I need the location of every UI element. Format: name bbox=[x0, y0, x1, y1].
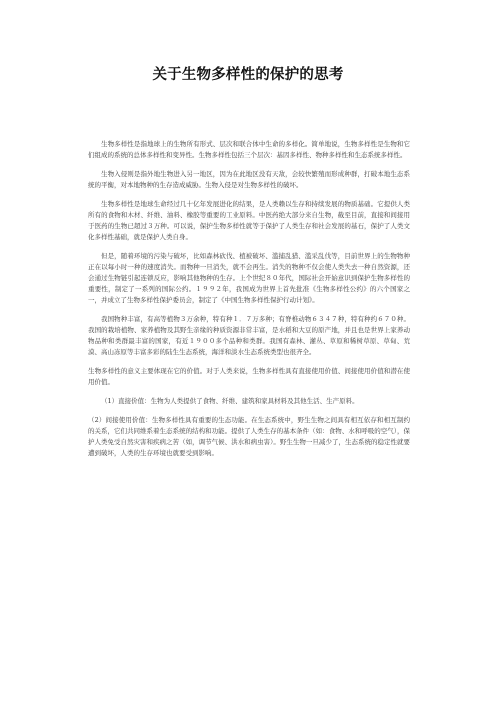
paragraph: 生物多样性是指地球上的生物所有形式、层次和联合体中生命的多样化。简单地说，生物多样性是生物和它们组成的系统的总体多样性和变异性。生物多样性包括三个层次：基因多样性、物种多样性和生态系统多样性。 bbox=[88, 140, 410, 159]
paragraph: 但是，随着环境的污染与破坏，比如森林砍伐、植被破坏、滥捕乱猎、滥采乱伐等，目前世界上的生物物种正在以每小时一种的速度消失。而物种一旦消失，就不会再生。消失的物种不仅会使人类失去一种自然资源，还会通过生物链引起连锁反应，影响其他物种的生存。上个世纪８０年代，国际社会开始意识到保护生物多样性的重要性，制定了一系列的国际公约。１９９２年，我国成为世界上首先批准《生物多样性公约》的六个国家之一，并成立了生物多样性保护委员会，制定了《中国生物多样性保护行动计划》。 bbox=[88, 252, 410, 304]
paragraph: 我国物种丰富，有高等植物３万余种，特有种１．７万多种；有脊椎动物６３４７种，特有种约６７０种。我国的栽培植物、家养植物及其野生亲缘的种质资源非常丰富，是水稻和大豆的原产地，并且也是世界上家养动物品种和类群最丰富的国家，有近１９００多个品种和类群。我国有森林、灌丛、草原和稀树草原、草甸、荒漠、高山冻原等丰富多彩的陆生生态系统，海洋和淡水生态系统类型也很齐全。 bbox=[88, 315, 410, 356]
paragraph: 生物多样性是地球生命经过几十亿年发展进化的结果，是人类赖以生存和持续发展的物质基础。它提供人类所有的食物和木材、纤维、油料、橡胶等重要的工业原料。中医药绝大部分来自生物，截至目前，直接和间接用于医药的生物已超过３万种。可以说，保护生物多样性就等于保护了人类生存和社会发展的基石，保护了人类文化多样性基础，就是保护人类自身。 bbox=[88, 200, 410, 241]
paragraph: 生物多样性的意义主要体现在它的价值。对于人类来说，生物多样性具有直接使用价值、间接使用价值和潜在使用价值。 bbox=[88, 367, 410, 386]
document-title: 关于生物多样性的保护的思考 bbox=[152, 67, 344, 83]
document-body bbox=[88, 139, 410, 467]
paragraph: 生物入侵则是指外地生物进入另一地区，因为在此地区没有天敌，会较快繁殖而形成种群，打破本地生态系统的平衡，对本地物种的生存造成威胁。生物入侵是对生物多样性的破坏。 bbox=[88, 170, 410, 189]
paragraph: （1）直接价值：生物为人类提供了食物、纤维、建筑和家具材料及其他生活、生产原料。 bbox=[101, 397, 359, 405]
paragraph: （2）间接使用价值：生物多样性具有重要的生态功能。在生态系统中，野生生物之间具有相互依存和相互制约的关系，它们共同维系着生态系统的结构和功能。提供了人类生存的基本条件（如：食物、水和呼吸的空气），保护人类免受自然灾害和疾病之苦（如，调节气候、洪水和病虫害）。野生生物一旦减少了，生态系统的稳定性就要遭到破坏，人类的生存环境也就要受到影响。 bbox=[88, 416, 410, 457]
